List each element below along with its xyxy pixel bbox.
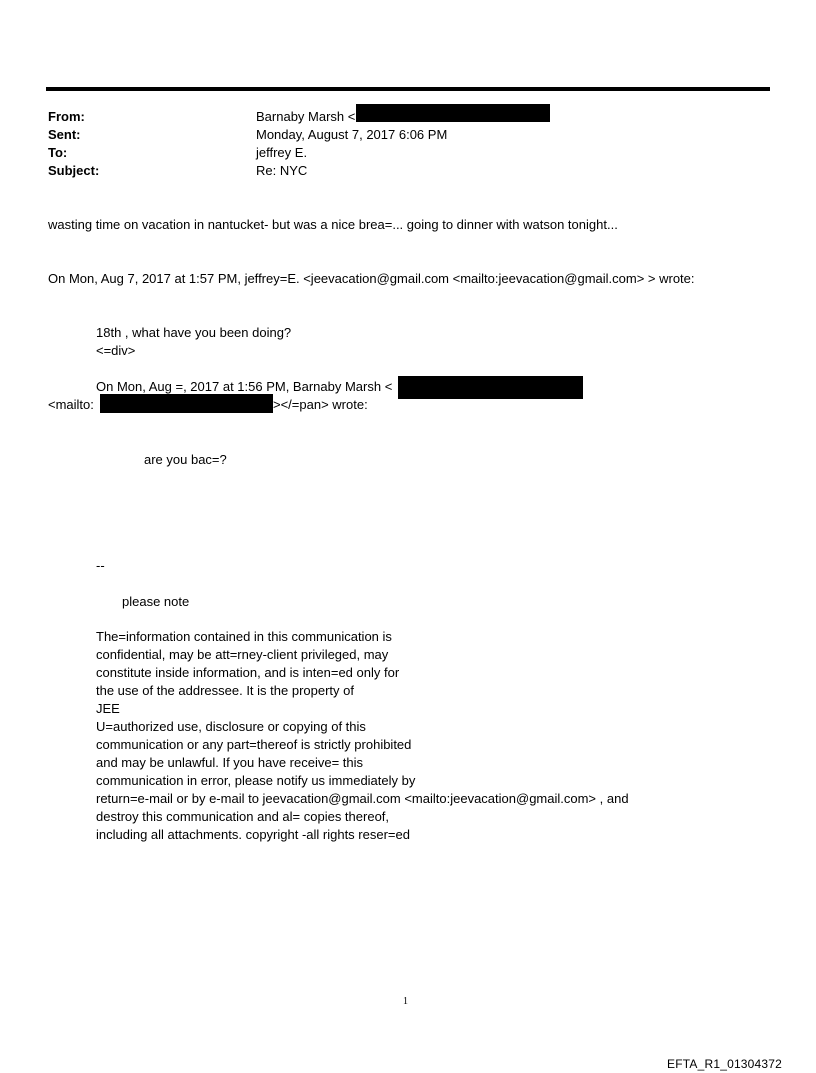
subject-label: Subject: [48, 163, 100, 178]
quote2-mailto-suffix: ></=pan> wrote: [273, 397, 368, 412]
quote1-line: <=div> [96, 343, 136, 358]
document-id: EFTA_R1_01304372 [667, 1057, 783, 1071]
disclaimer-line: The=information contained in this communication is [96, 629, 392, 644]
sent-label: Sent: [48, 127, 81, 142]
quote1-header: On Mon, Aug 7, 2017 at 1:57 PM, jeffrey=E. <jeevacation@gmail.com <mailto:jeevacation@gmail.com> > wrote: [48, 271, 695, 286]
redaction-block [100, 394, 273, 413]
subject-value: Re: NYC [256, 163, 308, 178]
message-text: wasting time on vacation in nantucket- but was a nice brea=... going to dinner with watson tonight... [48, 217, 618, 232]
header-rule [46, 87, 770, 91]
page-number: 1 [403, 996, 408, 1007]
quote2-mailto-prefix: <mailto: [48, 397, 94, 412]
to-label: To: [48, 145, 68, 160]
to-value: jeffrey E. [256, 145, 308, 160]
quote2-header: On Mon, Aug =, 2017 at 1:56 PM, Barnaby Marsh < [96, 379, 393, 394]
disclaimer-line: JEE [96, 701, 120, 716]
quote2-text: are you bac=? [144, 452, 227, 467]
disclaimer-line: the use of the addressee. It is the property of [96, 683, 354, 698]
redaction-block [398, 376, 583, 399]
disclaimer-line: constitute inside information, and is inten=ed only for [96, 665, 400, 680]
from-value: Barnaby Marsh < [256, 109, 356, 124]
signature-note: please note [122, 594, 190, 609]
disclaimer-line: communication in error, please notify us immediately by [96, 773, 416, 788]
disclaimer-line: including all attachments. copyright -all rights reser=ed [96, 827, 410, 842]
signature-separator: -- [96, 558, 105, 573]
disclaimer-line: confidential, may be att=rney-client privileged, may [96, 647, 389, 662]
disclaimer-line: U=authorized use, disclosure or copying of this [96, 719, 366, 734]
disclaimer-line: and may be unlawful. If you have receive= this [96, 755, 364, 770]
disclaimer-line: destroy this communication and al= copies thereof, [96, 809, 390, 824]
quote1-line: 18th , what have you been doing? [96, 325, 292, 340]
redaction-block [356, 104, 550, 122]
from-label: From: [48, 109, 85, 124]
disclaimer-line: return=e-mail or by e-mail to jeevacation@gmail.com <mailto:jeevacation@gmail.com> , and [96, 791, 629, 806]
sent-value: Monday, August 7, 2017 6:06 PM [256, 127, 448, 142]
disclaimer-line: communication or any part=thereof is strictly prohibited [96, 737, 412, 752]
